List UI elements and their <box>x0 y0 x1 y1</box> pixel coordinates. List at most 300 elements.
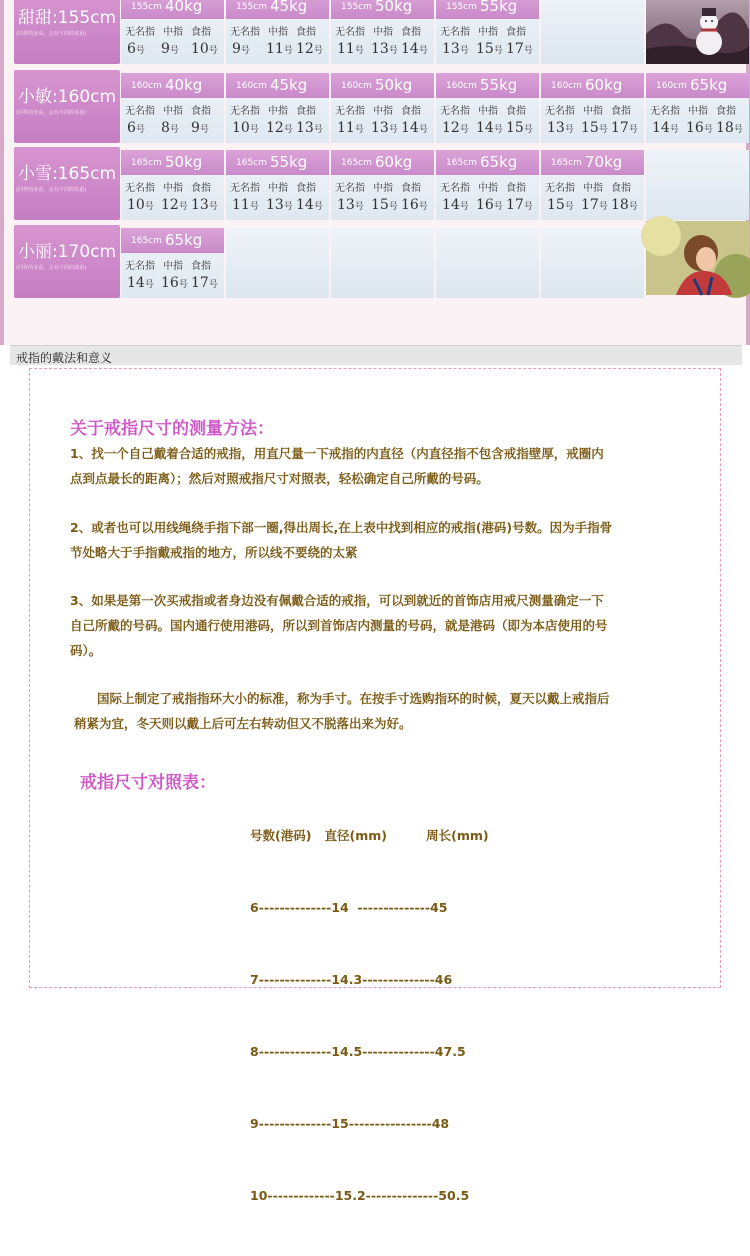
ring-size-number: 17 <box>581 197 599 213</box>
ring-size-number: 16 <box>686 120 704 136</box>
ring-size-value <box>337 41 364 57</box>
ring-size-unit: 号 <box>564 202 574 212</box>
cell-height: 155cm <box>446 2 477 12</box>
empty-size-cell <box>436 228 539 298</box>
ring-size-number: 17 <box>506 41 524 57</box>
ring-size-unit: 号 <box>208 202 218 212</box>
size-cell <box>331 73 434 143</box>
paragraph-1-line-2: 点到点最长的距离）；然后对照戒指尺寸对照表，轻松确定自己所戴的号码。 <box>70 471 489 486</box>
ring-size-number: 10 <box>127 197 145 213</box>
empty-size-cell <box>331 228 434 298</box>
finger-label: 食指 <box>296 106 316 117</box>
finger-label: 无名指 <box>125 261 155 272</box>
ring-size-number: 12 <box>266 120 284 136</box>
size-cell <box>121 0 224 64</box>
ring-size-value <box>686 120 713 136</box>
finger-label: 中指 <box>268 27 288 38</box>
finger-label: 无名指 <box>125 106 155 117</box>
paragraph-4-line-1: 国际上制定了戒指指环大小的标准，称为手寸。在按手寸选购指环的时候，夏天以戴上戒指后 <box>97 691 610 706</box>
size-cell-header <box>541 150 644 175</box>
ring-size-number: 8 <box>161 120 170 136</box>
ring-size-unit: 号 <box>249 125 259 135</box>
size-cell-header <box>646 73 749 98</box>
ring-size-value <box>506 197 533 213</box>
finger-label: 食指 <box>611 183 631 194</box>
person-name-height: 小雪:165cm <box>18 164 117 184</box>
person-label-cell <box>14 147 120 220</box>
size-chart-grid <box>0 0 750 345</box>
empty-size-cell <box>226 228 329 298</box>
ring-size-unit: 号 <box>354 202 364 212</box>
ring-size-unit: 号 <box>240 46 250 56</box>
ring-size-number: 17 <box>191 275 209 291</box>
paragraph-1-line-1: 1、找一个自己戴着合适的戒指，用直尺量一下戒指的内直径（内直径指不包含戒指壁厚，戒圈内 <box>70 446 604 461</box>
ring-size-number: 11 <box>232 197 250 213</box>
ring-size-number: 13 <box>191 197 209 213</box>
ring-size-value <box>161 41 179 57</box>
cell-height: 160cm <box>341 81 372 91</box>
finger-label: 食指 <box>191 106 211 117</box>
ring-size-value <box>442 197 469 213</box>
ring-size-number: 14 <box>442 197 460 213</box>
cell-weight: 70kg <box>585 153 623 171</box>
ring-size-number: 15 <box>547 197 565 213</box>
ring-size-unit: 号 <box>283 125 293 135</box>
ring-size-unit: 号 <box>283 202 293 212</box>
size-cell <box>436 73 539 143</box>
ring-size-unit: 号 <box>523 125 533 135</box>
ring-size-value <box>401 197 428 213</box>
ring-size-value <box>296 197 323 213</box>
ring-size-value <box>547 197 574 213</box>
ring-size-value <box>191 197 218 213</box>
size-cell-header <box>331 150 434 175</box>
cell-weight: 65kg <box>480 153 518 171</box>
cell-height: 165cm <box>236 158 267 168</box>
size-table-row: 6--------------14 --------------45 <box>250 900 448 915</box>
ring-size-unit: 号 <box>144 280 154 290</box>
finger-label: 无名指 <box>335 183 365 194</box>
size-cell-header <box>436 150 539 175</box>
ring-size-value <box>266 41 293 57</box>
cell-weight: 55kg <box>270 153 308 171</box>
size-cell-header <box>436 0 539 19</box>
ring-size-unit: 号 <box>564 125 574 135</box>
measure-heading: 关于戒指尺寸的测量方法： <box>70 419 274 439</box>
size-cell-header <box>331 0 434 19</box>
measure-instructions <box>29 368 721 1203</box>
finger-label: 中指 <box>478 27 498 38</box>
size-cell-header <box>226 0 329 19</box>
ring-size-unit: 号 <box>388 125 398 135</box>
section-title: 戒指的戴法和意义 <box>16 351 113 365</box>
ring-size-unit: 号 <box>598 125 608 135</box>
ring-size-value <box>442 41 469 57</box>
ring-size-number: 12 <box>296 41 314 57</box>
ring-size-unit: 号 <box>135 46 145 56</box>
size-cell <box>226 73 329 143</box>
ring-size-number: 6 <box>127 120 136 136</box>
ring-size-unit: 号 <box>354 125 364 135</box>
paragraph-3-line-3: 码）。 <box>70 643 102 658</box>
ring-size-value <box>266 120 293 136</box>
size-table-body <box>250 848 469 1256</box>
ring-size-value <box>337 197 364 213</box>
measure-paragraph-4 <box>70 686 690 736</box>
paragraph-3-line-2: 自己所戴的号码。国内通行使用港码，所以到首饰店内测量的号码，就是港码（即为本店使用的号 <box>70 618 608 633</box>
finger-label: 无名指 <box>545 183 575 194</box>
ring-size-value <box>442 120 469 136</box>
size-table-header: 号数(港码) 直径(mm) 周长(mm) <box>250 828 489 843</box>
person-note: (同样的身高，会有不同的体重) <box>16 186 87 193</box>
ring-size-number: 11 <box>266 41 284 57</box>
size-table-row: 9--------------15----------------48 <box>250 1116 450 1131</box>
ring-size-value <box>191 41 218 57</box>
ring-size-unit: 号 <box>313 202 323 212</box>
size-table-row: 7--------------14.3--------------46 <box>250 972 453 987</box>
finger-label: 食指 <box>401 27 421 38</box>
finger-label: 食指 <box>506 183 526 194</box>
ring-size-unit: 号 <box>493 46 503 56</box>
ring-size-value <box>127 197 154 213</box>
ring-size-number: 16 <box>401 197 419 213</box>
ring-size-number: 11 <box>337 41 355 57</box>
finger-label: 食指 <box>716 106 736 117</box>
ring-size-number: 14 <box>476 120 494 136</box>
ring-size-value <box>371 41 398 57</box>
finger-label: 无名指 <box>335 106 365 117</box>
ring-size-number: 9 <box>191 120 200 136</box>
finger-label: 中指 <box>163 183 183 194</box>
finger-label: 无名指 <box>230 183 260 194</box>
cell-weight: 40kg <box>165 0 203 15</box>
ring-size-unit: 号 <box>418 46 428 56</box>
ring-size-number: 9 <box>232 41 241 57</box>
cell-weight: 55kg <box>480 76 518 94</box>
size-cell-header <box>121 0 224 19</box>
ring-size-number: 14 <box>401 120 419 136</box>
ring-size-unit: 号 <box>208 46 218 56</box>
size-cell <box>436 0 539 64</box>
size-table-row: 8--------------14.5--------------47.5 <box>250 1044 466 1059</box>
finger-label: 无名指 <box>230 27 260 38</box>
finger-label: 食指 <box>401 106 421 117</box>
finger-label: 无名指 <box>545 106 575 117</box>
ring-size-number: 12 <box>442 120 460 136</box>
person-label-cell <box>14 225 120 298</box>
ring-size-unit: 号 <box>459 46 469 56</box>
ring-size-number: 13 <box>547 120 565 136</box>
finger-label: 食指 <box>506 27 526 38</box>
empty-size-cell <box>646 150 749 220</box>
ring-size-unit: 号 <box>418 202 428 212</box>
ring-size-value <box>191 120 209 136</box>
cell-height: 160cm <box>131 81 162 91</box>
paragraph-2-line-2: 节处略大于手指戴戒指的地方，所以线不要绕的太紧 <box>70 545 358 560</box>
ring-size-unit: 号 <box>669 125 679 135</box>
ring-size-unit: 号 <box>388 46 398 56</box>
finger-label: 食指 <box>296 27 316 38</box>
ring-size-unit: 号 <box>493 125 503 135</box>
ring-size-value <box>232 120 259 136</box>
paragraph-3-line-1: 3、如果是第一次买戒指或者身边没有佩戴合适的戒指，可以到就近的首饰店用戒尺测量确定一下 <box>70 593 604 608</box>
cell-height: 160cm <box>656 81 687 91</box>
ring-size-value <box>191 275 218 291</box>
ring-size-value <box>232 197 259 213</box>
size-cell <box>331 150 434 220</box>
ring-size-value <box>476 120 503 136</box>
ring-size-number: 17 <box>506 197 524 213</box>
ring-size-value <box>716 120 743 136</box>
finger-label: 无名指 <box>230 106 260 117</box>
ring-size-number: 14 <box>127 275 145 291</box>
ring-size-number: 13 <box>442 41 460 57</box>
paragraph-2-line-1: 2、或者也可以用线绳绕手指下部一圈,得出周长,在上表中找到相应的戒指(港码)号数。因为手指骨 <box>70 520 613 535</box>
size-cell <box>541 73 644 143</box>
size-cell <box>226 0 329 64</box>
ring-size-unit: 号 <box>208 280 218 290</box>
ring-size-value <box>296 120 323 136</box>
ring-size-unit: 号 <box>178 280 188 290</box>
ring-size-value <box>401 120 428 136</box>
size-cell-header <box>226 150 329 175</box>
size-cell-header <box>121 228 224 253</box>
finger-label: 无名指 <box>125 27 155 38</box>
ring-size-number: 14 <box>652 120 670 136</box>
finger-label: 中指 <box>478 106 498 117</box>
size-cell-header <box>436 73 539 98</box>
ring-size-unit: 号 <box>354 46 364 56</box>
cell-weight: 45kg <box>270 76 308 94</box>
ring-size-number: 13 <box>337 197 355 213</box>
ring-size-number: 15 <box>476 41 494 57</box>
measure-paragraph-3 <box>70 588 690 663</box>
cell-weight: 45kg <box>270 0 308 15</box>
ring-size-unit: 号 <box>459 125 469 135</box>
ring-size-value <box>161 197 188 213</box>
ring-size-unit: 号 <box>459 202 469 212</box>
ring-size-unit: 号 <box>703 125 713 135</box>
ring-size-unit: 号 <box>628 202 638 212</box>
ring-size-unit: 号 <box>135 125 145 135</box>
ring-size-value <box>127 120 145 136</box>
cell-height: 165cm <box>131 158 162 168</box>
size-cell <box>121 73 224 143</box>
cell-height: 155cm <box>236 2 267 12</box>
person-name-height: 甜甜:155cm <box>18 8 117 28</box>
ring-size-value <box>371 197 398 213</box>
ring-size-number: 6 <box>127 41 136 57</box>
finger-label: 中指 <box>373 27 393 38</box>
ring-size-value <box>266 197 293 213</box>
finger-label: 食指 <box>401 183 421 194</box>
finger-label: 无名指 <box>440 183 470 194</box>
ring-size-unit: 号 <box>493 202 503 212</box>
measure-paragraph-1 <box>70 441 690 491</box>
empty-size-cell <box>541 228 644 298</box>
ring-size-unit: 号 <box>523 202 533 212</box>
ring-size-unit: 号 <box>169 125 179 135</box>
finger-label: 中指 <box>163 27 183 38</box>
ring-size-value <box>476 197 503 213</box>
finger-label: 无名指 <box>650 106 680 117</box>
cell-height: 160cm <box>446 81 477 91</box>
finger-label: 中指 <box>478 183 498 194</box>
measure-paragraph-2 <box>70 515 690 565</box>
finger-label: 无名指 <box>440 27 470 38</box>
ring-size-value <box>652 120 679 136</box>
cell-height: 165cm <box>131 236 162 246</box>
ring-size-number: 10 <box>191 41 209 57</box>
cell-height: 165cm <box>341 158 372 168</box>
finger-label: 食指 <box>191 27 211 38</box>
ring-size-number: 9 <box>161 41 170 57</box>
ring-size-unit: 号 <box>199 125 209 135</box>
ring-size-number: 17 <box>611 120 629 136</box>
ring-size-unit: 号 <box>249 202 259 212</box>
paragraph-4-line-2: 稍紧为宜，冬天则以戴上后可左右转动但又不脱落出来为好。 <box>74 716 412 731</box>
size-cell <box>541 150 644 220</box>
ring-size-unit: 号 <box>388 202 398 212</box>
ring-size-number: 18 <box>611 197 629 213</box>
person-name-height: 小敏:160cm <box>18 87 117 107</box>
ring-size-value <box>161 275 188 291</box>
empty-size-cell <box>541 0 644 64</box>
size-cell <box>646 73 749 143</box>
ring-size-number: 13 <box>371 120 389 136</box>
cell-weight: 50kg <box>375 76 413 94</box>
size-cell-header <box>331 73 434 98</box>
finger-label: 无名指 <box>335 27 365 38</box>
finger-label: 无名指 <box>125 183 155 194</box>
cell-weight: 60kg <box>375 153 413 171</box>
cell-weight: 65kg <box>165 231 203 249</box>
ring-size-value <box>337 120 364 136</box>
size-cell <box>226 150 329 220</box>
person-note: (同样的身高，会有不同的体重) <box>16 30 87 37</box>
cell-weight: 60kg <box>585 76 623 94</box>
finger-label: 中指 <box>373 106 393 117</box>
ring-size-value <box>581 120 608 136</box>
ring-size-value <box>506 41 533 57</box>
ring-size-number: 13 <box>296 120 314 136</box>
cell-height: 165cm <box>446 158 477 168</box>
size-cell <box>121 228 224 298</box>
child-photo <box>646 221 749 295</box>
ring-size-number: 15 <box>581 120 599 136</box>
cell-weight: 50kg <box>375 0 413 15</box>
size-cell-header <box>541 73 644 98</box>
cell-weight: 55kg <box>480 0 518 15</box>
person-name-height: 小丽:170cm <box>18 242 117 262</box>
ring-size-unit: 号 <box>598 202 608 212</box>
ring-size-number: 15 <box>371 197 389 213</box>
finger-label: 食指 <box>191 183 211 194</box>
cell-weight: 50kg <box>165 153 203 171</box>
finger-label: 中指 <box>373 183 393 194</box>
finger-label: 中指 <box>268 183 288 194</box>
person-note: (同样的身高，会有不同的体重) <box>16 264 87 271</box>
finger-label: 中指 <box>268 106 288 117</box>
ring-size-value <box>611 197 638 213</box>
size-table-heading: 戒指尺寸对照表： <box>80 773 216 793</box>
person-label-cell <box>14 0 120 64</box>
ring-size-value <box>506 120 533 136</box>
ring-size-number: 14 <box>401 41 419 57</box>
finger-label: 中指 <box>583 183 603 194</box>
cell-height: 160cm <box>236 81 267 91</box>
ring-size-number: 13 <box>266 197 284 213</box>
finger-label: 无名指 <box>440 106 470 117</box>
ring-size-number: 11 <box>337 120 355 136</box>
ring-size-unit: 号 <box>169 46 179 56</box>
cell-height: 155cm <box>131 2 162 12</box>
ring-size-value <box>232 41 250 57</box>
ring-size-unit: 号 <box>733 125 743 135</box>
finger-label: 食指 <box>296 183 316 194</box>
ring-size-unit: 号 <box>628 125 638 135</box>
ring-size-number: 13 <box>371 41 389 57</box>
finger-label: 中指 <box>583 106 603 117</box>
cell-height: 165cm <box>551 158 582 168</box>
finger-label: 食指 <box>611 106 631 117</box>
size-cell <box>331 0 434 64</box>
ring-size-value <box>127 275 154 291</box>
ring-size-unit: 号 <box>313 46 323 56</box>
ring-size-unit: 号 <box>178 202 188 212</box>
snowman-photo <box>646 0 749 64</box>
finger-label: 中指 <box>163 106 183 117</box>
ring-size-number: 16 <box>161 275 179 291</box>
ring-size-number: 15 <box>506 120 524 136</box>
cell-height: 160cm <box>551 81 582 91</box>
ring-size-number: 16 <box>476 197 494 213</box>
person-note: (同样的身高，会有不同的体重) <box>16 109 87 116</box>
cell-weight: 40kg <box>165 76 203 94</box>
ring-size-value <box>476 41 503 57</box>
ring-size-value <box>127 41 145 57</box>
cell-height: 155cm <box>341 2 372 12</box>
ring-size-value <box>401 41 428 57</box>
ring-size-number: 10 <box>232 120 250 136</box>
ring-size-unit: 号 <box>144 202 154 212</box>
ring-size-number: 18 <box>716 120 734 136</box>
size-cell <box>436 150 539 220</box>
cell-weight: 65kg <box>690 76 728 94</box>
ring-size-value <box>296 41 323 57</box>
ring-size-value <box>611 120 638 136</box>
finger-label: 中指 <box>688 106 708 117</box>
ring-size-number: 12 <box>161 197 179 213</box>
size-cell-header <box>121 73 224 98</box>
size-table-row: 10-------------15.2--------------50.5 <box>250 1188 470 1203</box>
ring-size-unit: 号 <box>418 125 428 135</box>
person-label-cell <box>14 70 120 143</box>
ring-size-value <box>371 120 398 136</box>
section-title-bar <box>10 345 742 365</box>
finger-label: 食指 <box>506 106 526 117</box>
ring-size-unit: 号 <box>523 46 533 56</box>
ring-size-number: 14 <box>296 197 314 213</box>
size-cell-header <box>226 73 329 98</box>
ring-size-value <box>581 197 608 213</box>
ring-size-value <box>161 120 179 136</box>
size-cell-header <box>121 150 224 175</box>
finger-label: 食指 <box>191 261 211 272</box>
ring-size-unit: 号 <box>283 46 293 56</box>
ring-size-unit: 号 <box>313 125 323 135</box>
size-cell <box>121 150 224 220</box>
